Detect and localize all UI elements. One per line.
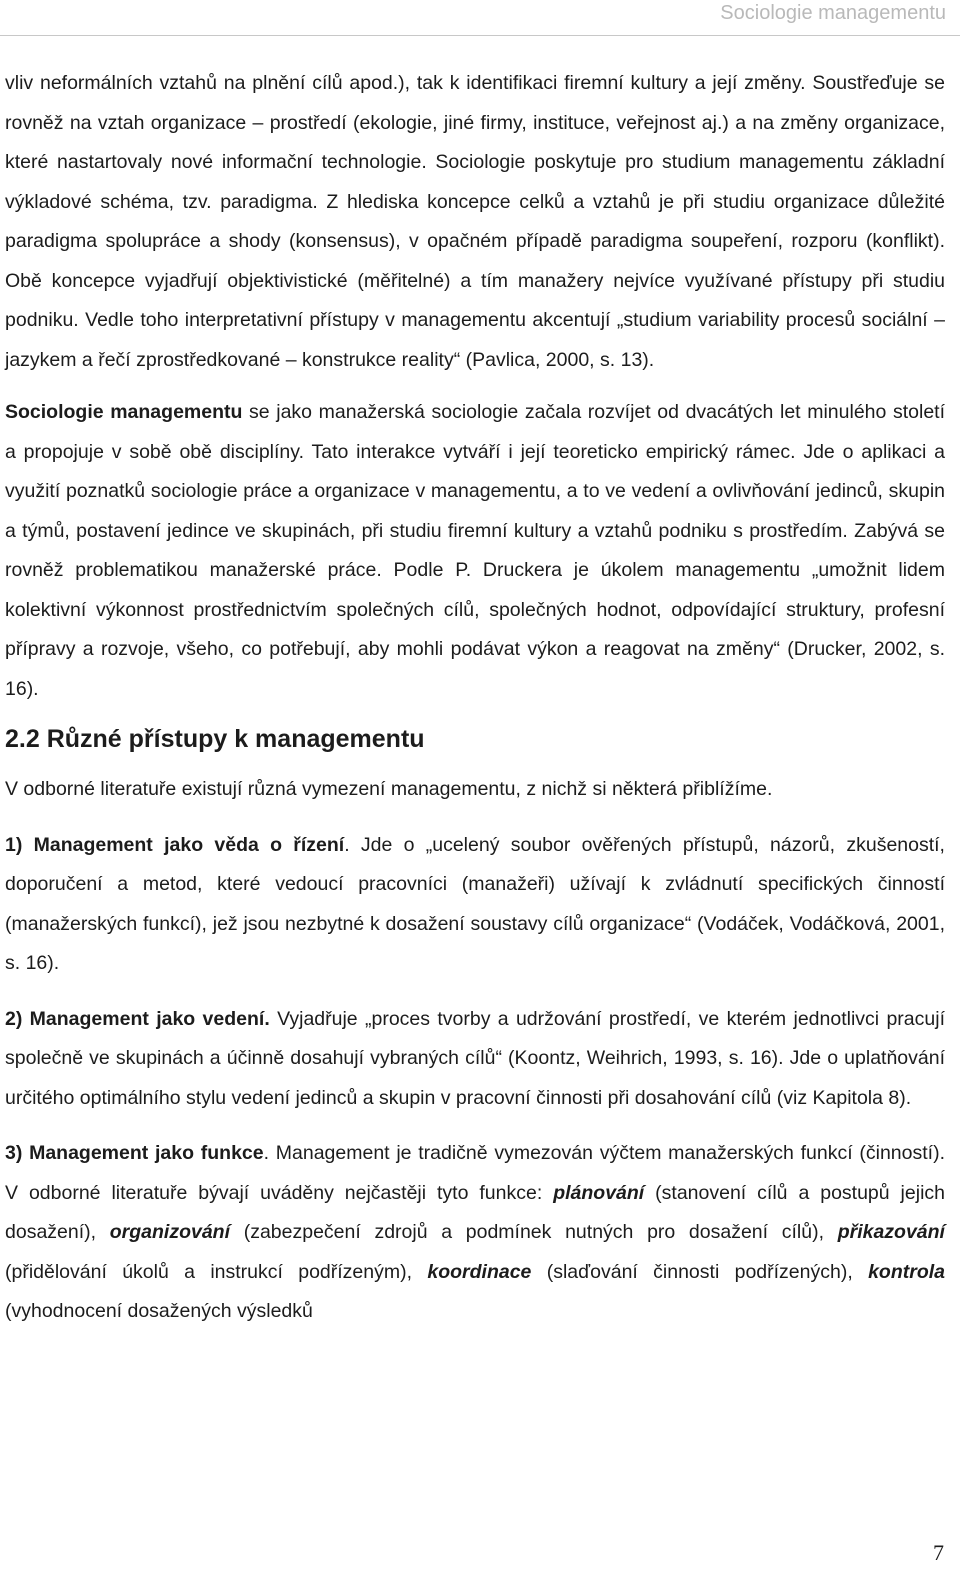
term-sociology-of-management: Sociologie managementu: [5, 401, 243, 423]
paragraph-text: . Jde o „ucelený soubor ověřených přístupů, názorů, zkušeností, doporučení a metod, které vedoucí pracovníci (manažeři) užívají k zvládnutí specifických činností (manažerských funkcí), jež jsou nezbytné k dosažení soustavy cílů organizace“ (Vodáček, Vodáčková, 2001, s. 16).: [5, 833, 945, 974]
page-body: [5, 64, 945, 1332]
term-coordination: koordinace: [427, 1260, 532, 1283]
paragraph-text: Vyjadřuje „proces tvorby a udržování prostředí, ve kterém jednotlivci pracují společně ve skupinách a účinně dosahují vybraných cílů“ (Koontz, Weihrich, 1993, s. 16). Jde o uplatňování určitého optimálního stylu vedení jedinců a skupin v pracovní činnosti při dosahování cílů (viz Kapitola 8).: [5, 1007, 945, 1109]
paragraph-text: (stanovení cílů a postupů jejich dosažení),: [5, 1181, 945, 1243]
term-management-as-leadership: 2) Management jako vedení.: [5, 1007, 270, 1030]
term-planning: plánování: [553, 1181, 645, 1204]
term-organizing: organizování: [109, 1221, 231, 1243]
paragraph-text: (vyhodnocení dosažených výsledků: [5, 1300, 313, 1322]
paragraph-sociology-of-management: [5, 393, 945, 709]
page-number: 7: [933, 1540, 944, 1565]
paragraph-sociology-paradigms: vliv neformálních vztahů na plnění cílů apod.), tak k identifikaci firemní kultury a její změny. Soustřeďuje se rovněž na vztah organizace – prostředí (ekologie, jiné firmy, instituce, veřejnost aj.) a na změny organizace, které nastartovaly nové informační technologie. Sociologie poskytuje pro studium managementu základní výkladové schéma, tzv. paradigma. Z hlediska koncepce celků a vztahů je při studiu organizace důležité paradigma spolupráce a shody (konsensus), v opačném případě paradigma soupeření, rozporu (konflikt). Obě koncepce vyjadřují objektivistické (měřitelné) a tím manažery nejvíce využívané přístupy při studiu podniku. Vedle toho interpretativní přístupy v managementu akcentují „studium variability procesů sociální – jazykem a řečí zprostředkované – konstrukce reality“ (Pavlica, 2000, s. 13).: [5, 72, 945, 371]
term-management-as-science: 1) Management jako věda o řízení: [5, 833, 345, 856]
running-header: Sociologie managementu: [720, 2, 946, 24]
paragraph-text: (přidělování úkolů a instrukcí podřízeným),: [5, 1260, 428, 1283]
term-management-as-function: 3) Management jako funkce: [5, 1142, 264, 1164]
paragraph-text: . Management je tradičně vymezován výčtem manažerských funkcí (činností). V odborné literatuře bývají uváděny nejčastěji tyto funkce:: [5, 1142, 945, 1204]
term-commanding: přikazování: [837, 1221, 945, 1243]
term-control: kontrola: [868, 1260, 945, 1283]
paragraph-management-as-function: [5, 1134, 945, 1332]
header-divider: [0, 35, 960, 36]
paragraph-text: (slaďování činnosti podřízených),: [531, 1260, 869, 1283]
section-heading: 2.2 Různé přístupy k managementu: [5, 725, 425, 753]
paragraph-management-as-leadership: [5, 1000, 945, 1119]
paragraph-text: (zabezpečení zdrojů a podmínek nutných pro dosažení cílů),: [230, 1221, 838, 1243]
paragraph-text: se jako manažerská sociologie začala rozvíjet od dvacátých let minulého století a propojuje v sobě obě disciplíny. Tato interakce vytváří i její teoreticko empirický rámec. Jde o aplikaci a využití poznatků sociologie práce a organizace v managementu, a to ve vedení a ovlivňování jedinců, skupin a týmů, postavení jedince ve skupinách, při studiu firemní kultury a vztahů podniku s prostředím. Zabývá se rovněž problematikou manažerské práce. Podle P. Druckera je úkolem managementu „umožnit lidem kolektivní výkonnost prostřednictvím společných cílů, společných hodnot, odpovídající struktury, profesní přípravy a rozvoje, všeho, co potřebují, aby mohli podávat výkon a reagovat na změny“ (Drucker, 2002, s. 16).: [5, 401, 945, 700]
paragraph-intro: V odborné literatuře existují různá vymezení managementu, z nichž si některá přiblížíme.: [5, 778, 773, 800]
paragraph-management-as-science: [5, 826, 945, 984]
